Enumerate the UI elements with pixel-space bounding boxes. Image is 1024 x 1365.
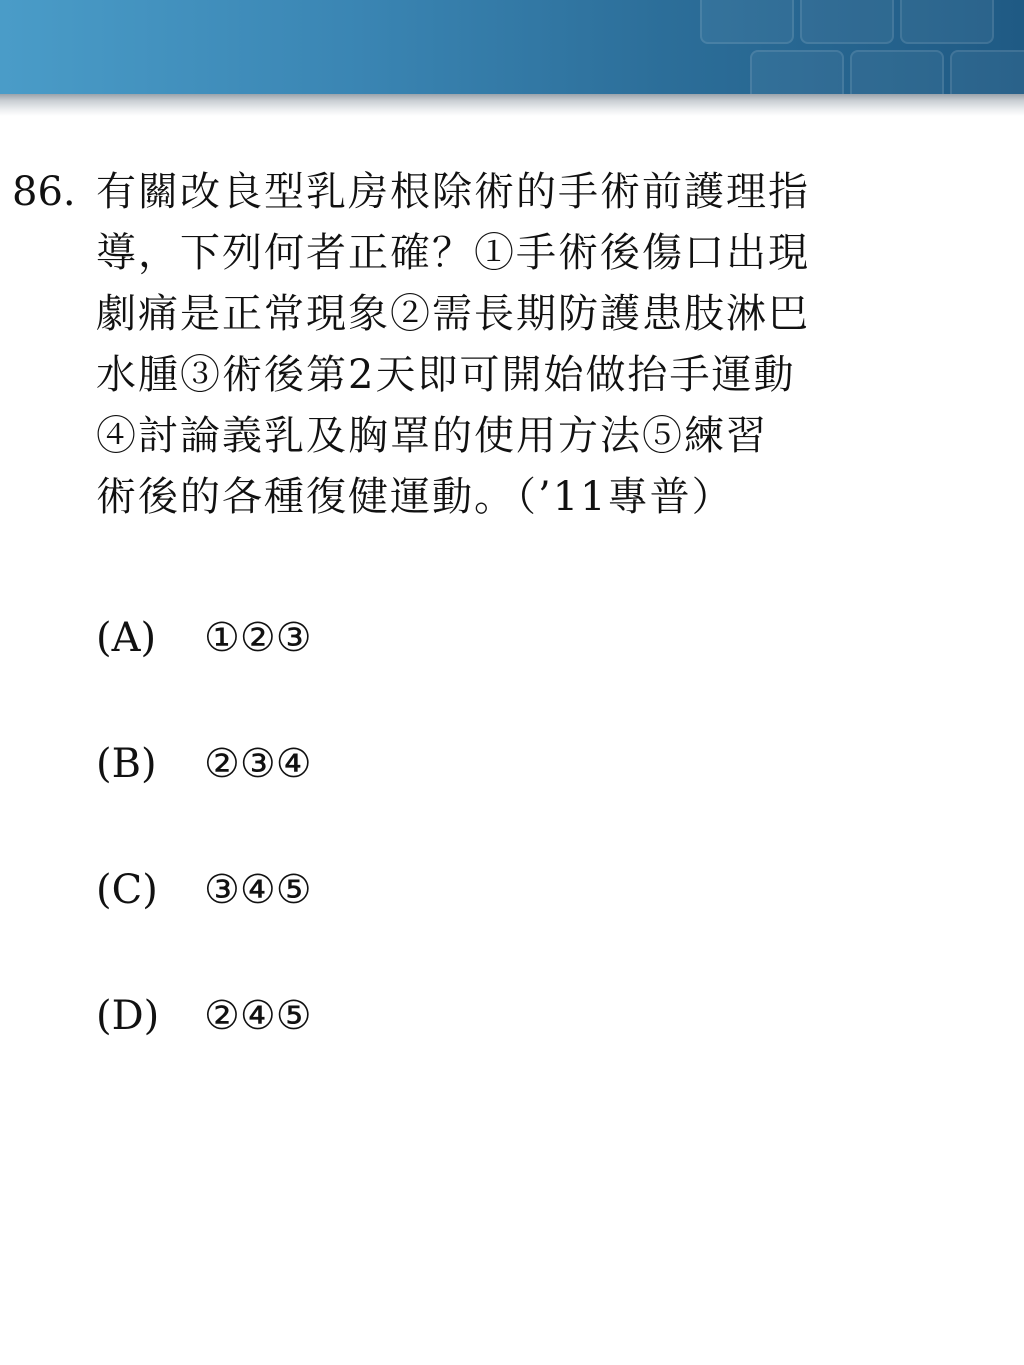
option-a[interactable] (96, 608, 312, 734)
header-decoration (850, 50, 944, 94)
header-divider (0, 94, 1024, 116)
option-letter: (D) (96, 993, 160, 1039)
option-text: ②③④ (204, 741, 312, 787)
question-stem-line: 導，下列何者正確？①手術後傷口出現 (96, 230, 810, 276)
question-stem-line: 劇痛是正常現象②需長期防護患肢淋巴 (96, 291, 810, 337)
question-stem (96, 162, 1016, 528)
option-c[interactable] (96, 860, 312, 986)
header-decoration (700, 0, 794, 44)
option-letter: (B) (96, 741, 157, 787)
answer-options (96, 608, 312, 1112)
question-stem-line: 有關改良型乳房根除術的手術前護理指 (96, 169, 810, 215)
header-decoration (800, 0, 894, 44)
option-letter: (C) (96, 867, 158, 913)
option-letter: (A) (96, 615, 157, 661)
option-b[interactable] (96, 734, 312, 860)
header-decoration (750, 50, 844, 94)
question-stem-line: 水腫③術後第2天即可開始做抬手運動 (96, 352, 796, 398)
question-stem-line: 術後的各種復健運動。（’11專普） (96, 474, 734, 520)
option-text: ③④⑤ (204, 867, 312, 913)
option-d[interactable] (96, 986, 312, 1112)
header-decoration (950, 50, 1024, 94)
option-text: ②④⑤ (204, 993, 312, 1039)
question-number: 86. (12, 169, 76, 215)
header-band (0, 0, 1024, 94)
question-stem-line: ④討論義乳及胸罩的使用方法⑤練習 (96, 413, 768, 459)
option-text: ①②③ (204, 615, 312, 661)
header-decoration (900, 0, 994, 44)
